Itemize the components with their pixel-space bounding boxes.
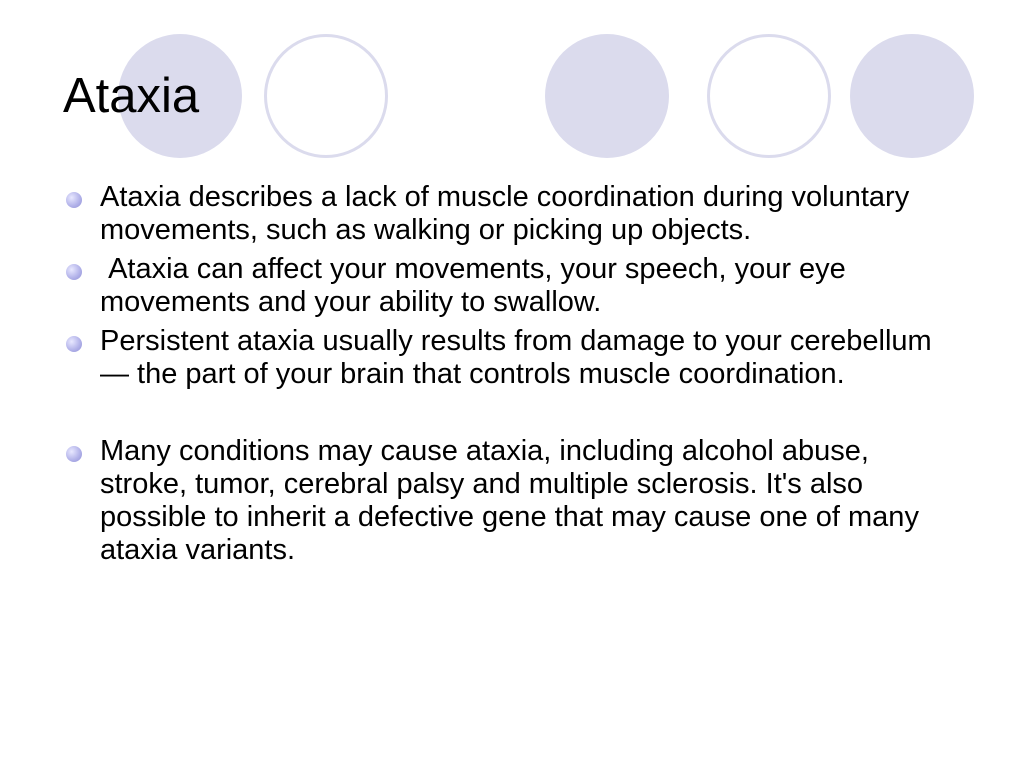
bullet-item bbox=[63, 181, 963, 247]
bullet-dot-icon bbox=[66, 264, 82, 280]
bullet-text: Ataxia can affect your movements, your speech, your eye movements and your ability to swallow. bbox=[100, 253, 854, 318]
bullet-list bbox=[63, 181, 963, 573]
bullet-text: Ataxia describes a lack of muscle coordination during voluntary movements, such as walking or picking up objects. bbox=[100, 181, 910, 246]
bullet-text: Many conditions may cause ataxia, including alcohol abuse, stroke, tumor, cerebral palsy and multiple sclerosis. It's also possible to inherit a defective gene that may cause one of many ataxia variants. bbox=[100, 435, 919, 566]
slide-title: Ataxia bbox=[63, 69, 200, 123]
decorative-circle-outline bbox=[264, 34, 388, 158]
decorative-circle-filled bbox=[850, 34, 974, 158]
bullet-dot-icon bbox=[66, 336, 82, 352]
bullet-dot-icon bbox=[66, 446, 82, 462]
bullet-item bbox=[63, 435, 963, 567]
decorative-circle-filled bbox=[545, 34, 669, 158]
bullet-item bbox=[63, 325, 963, 391]
bullet-item bbox=[63, 253, 963, 319]
decorative-circle-outline bbox=[707, 34, 831, 158]
bullet-text: Persistent ataxia usually results from damage to your cerebellum — the part of your brain that controls muscle coordination. bbox=[100, 325, 932, 390]
bullet-dot-icon bbox=[66, 192, 82, 208]
